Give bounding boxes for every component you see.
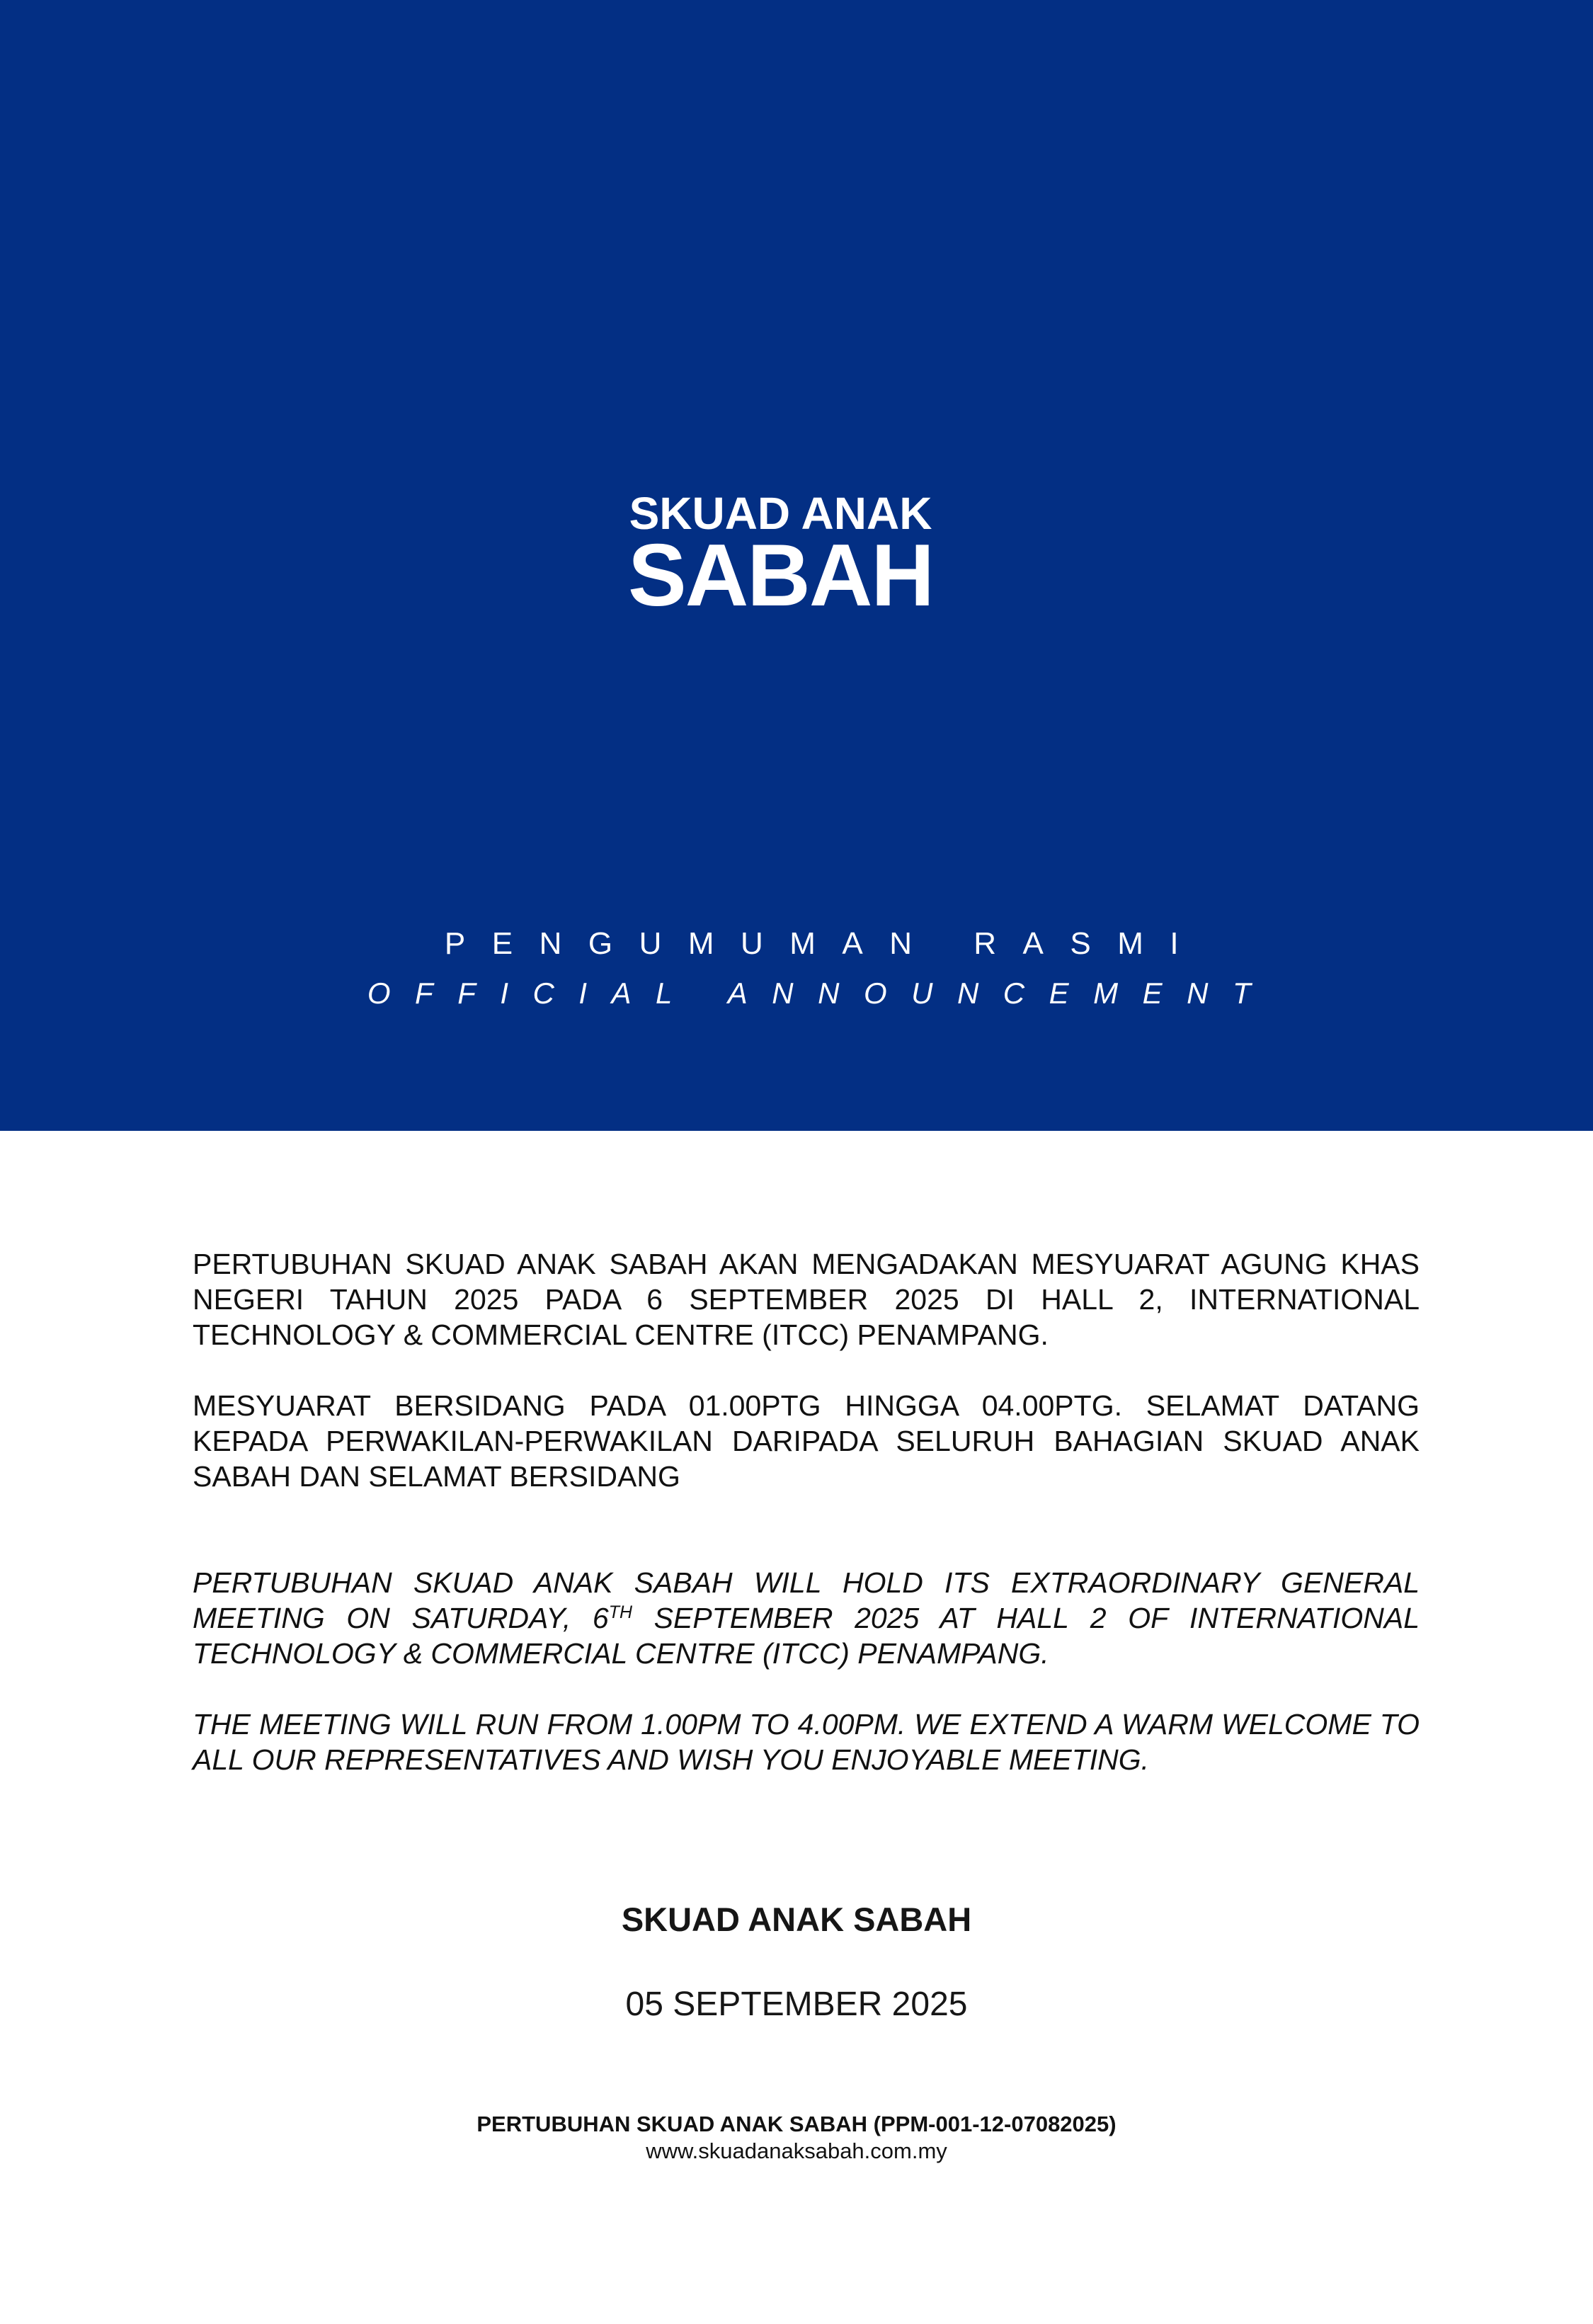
ordinal-suffix: TH	[608, 1602, 633, 1622]
logo	[623, 488, 938, 625]
announcement-title-malay: PENGUMUMAN RASMI	[444, 926, 1206, 961]
paragraph-malay-2: MESYUARAT BERSIDANG PADA 01.00PTG HINGGA 04.00PTG. SELAMAT DATANG KEPADA PERWAKILAN-PERWAKILAN DARIPADA SELURUH BAHAGIAN SKUAD ANAK SABAH DAN SELAMAT BERSIDANG	[193, 1389, 1420, 1493]
announcement-title-english: OFFICIAL ANNOUNCEMENT	[367, 976, 1276, 1010]
signature-date: 05 SEPTEMBER 2025	[625, 1986, 968, 2023]
logo-line-1: SKUAD ANAK	[629, 488, 932, 539]
announcement-body	[193, 1246, 1420, 1777]
paragraph-malay-1: PERTUBUHAN SKUAD ANAK SABAH AKAN MENGADAKAN MESYUARAT AGUNG KHAS NEGERI TAHUN 2025 PADA 6 SEPTEMBER 2025 DI HALL 2, INTERNATIONAL TECHNOLOGY & COMMERCIAL CENTRE (ITCC) PENAMPANG.	[193, 1248, 1420, 1351]
footer-organization: PERTUBUHAN SKUAD ANAK SABAH (PPM-001-12-07082025)	[476, 2112, 1117, 2136]
signature-name: SKUAD ANAK SABAH	[621, 1901, 972, 1938]
paragraph-english-1-part-a: PERTUBUHAN SKUAD ANAK SABAH WILL HOLD ITS EXTRAORDINARY GENERAL MEETING ON SATURDAY, 6	[193, 1566, 1420, 1634]
paragraph-english-1	[193, 1565, 1420, 1671]
logo-line-2: SABAH	[628, 527, 933, 625]
footer-website-link[interactable]: www.skuadanaksabah.com.my	[646, 2138, 947, 2163]
paragraph-english-2: THE MEETING WILL RUN FROM 1.00PM TO 4.00PM. WE EXTEND A WARM WELCOME TO ALL OUR REPRESENTATIVES AND WISH YOU ENJOYABLE MEETING.	[193, 1708, 1420, 1776]
header-banner	[0, 0, 1593, 1131]
paragraph-english-1-part-b: SEPTEMBER 2025 AT HALL 2 OF INTERNATIONAL TECHNOLOGY & COMMERCIAL CENTRE (ITCC) PENAMPANG.	[193, 1602, 1420, 1670]
